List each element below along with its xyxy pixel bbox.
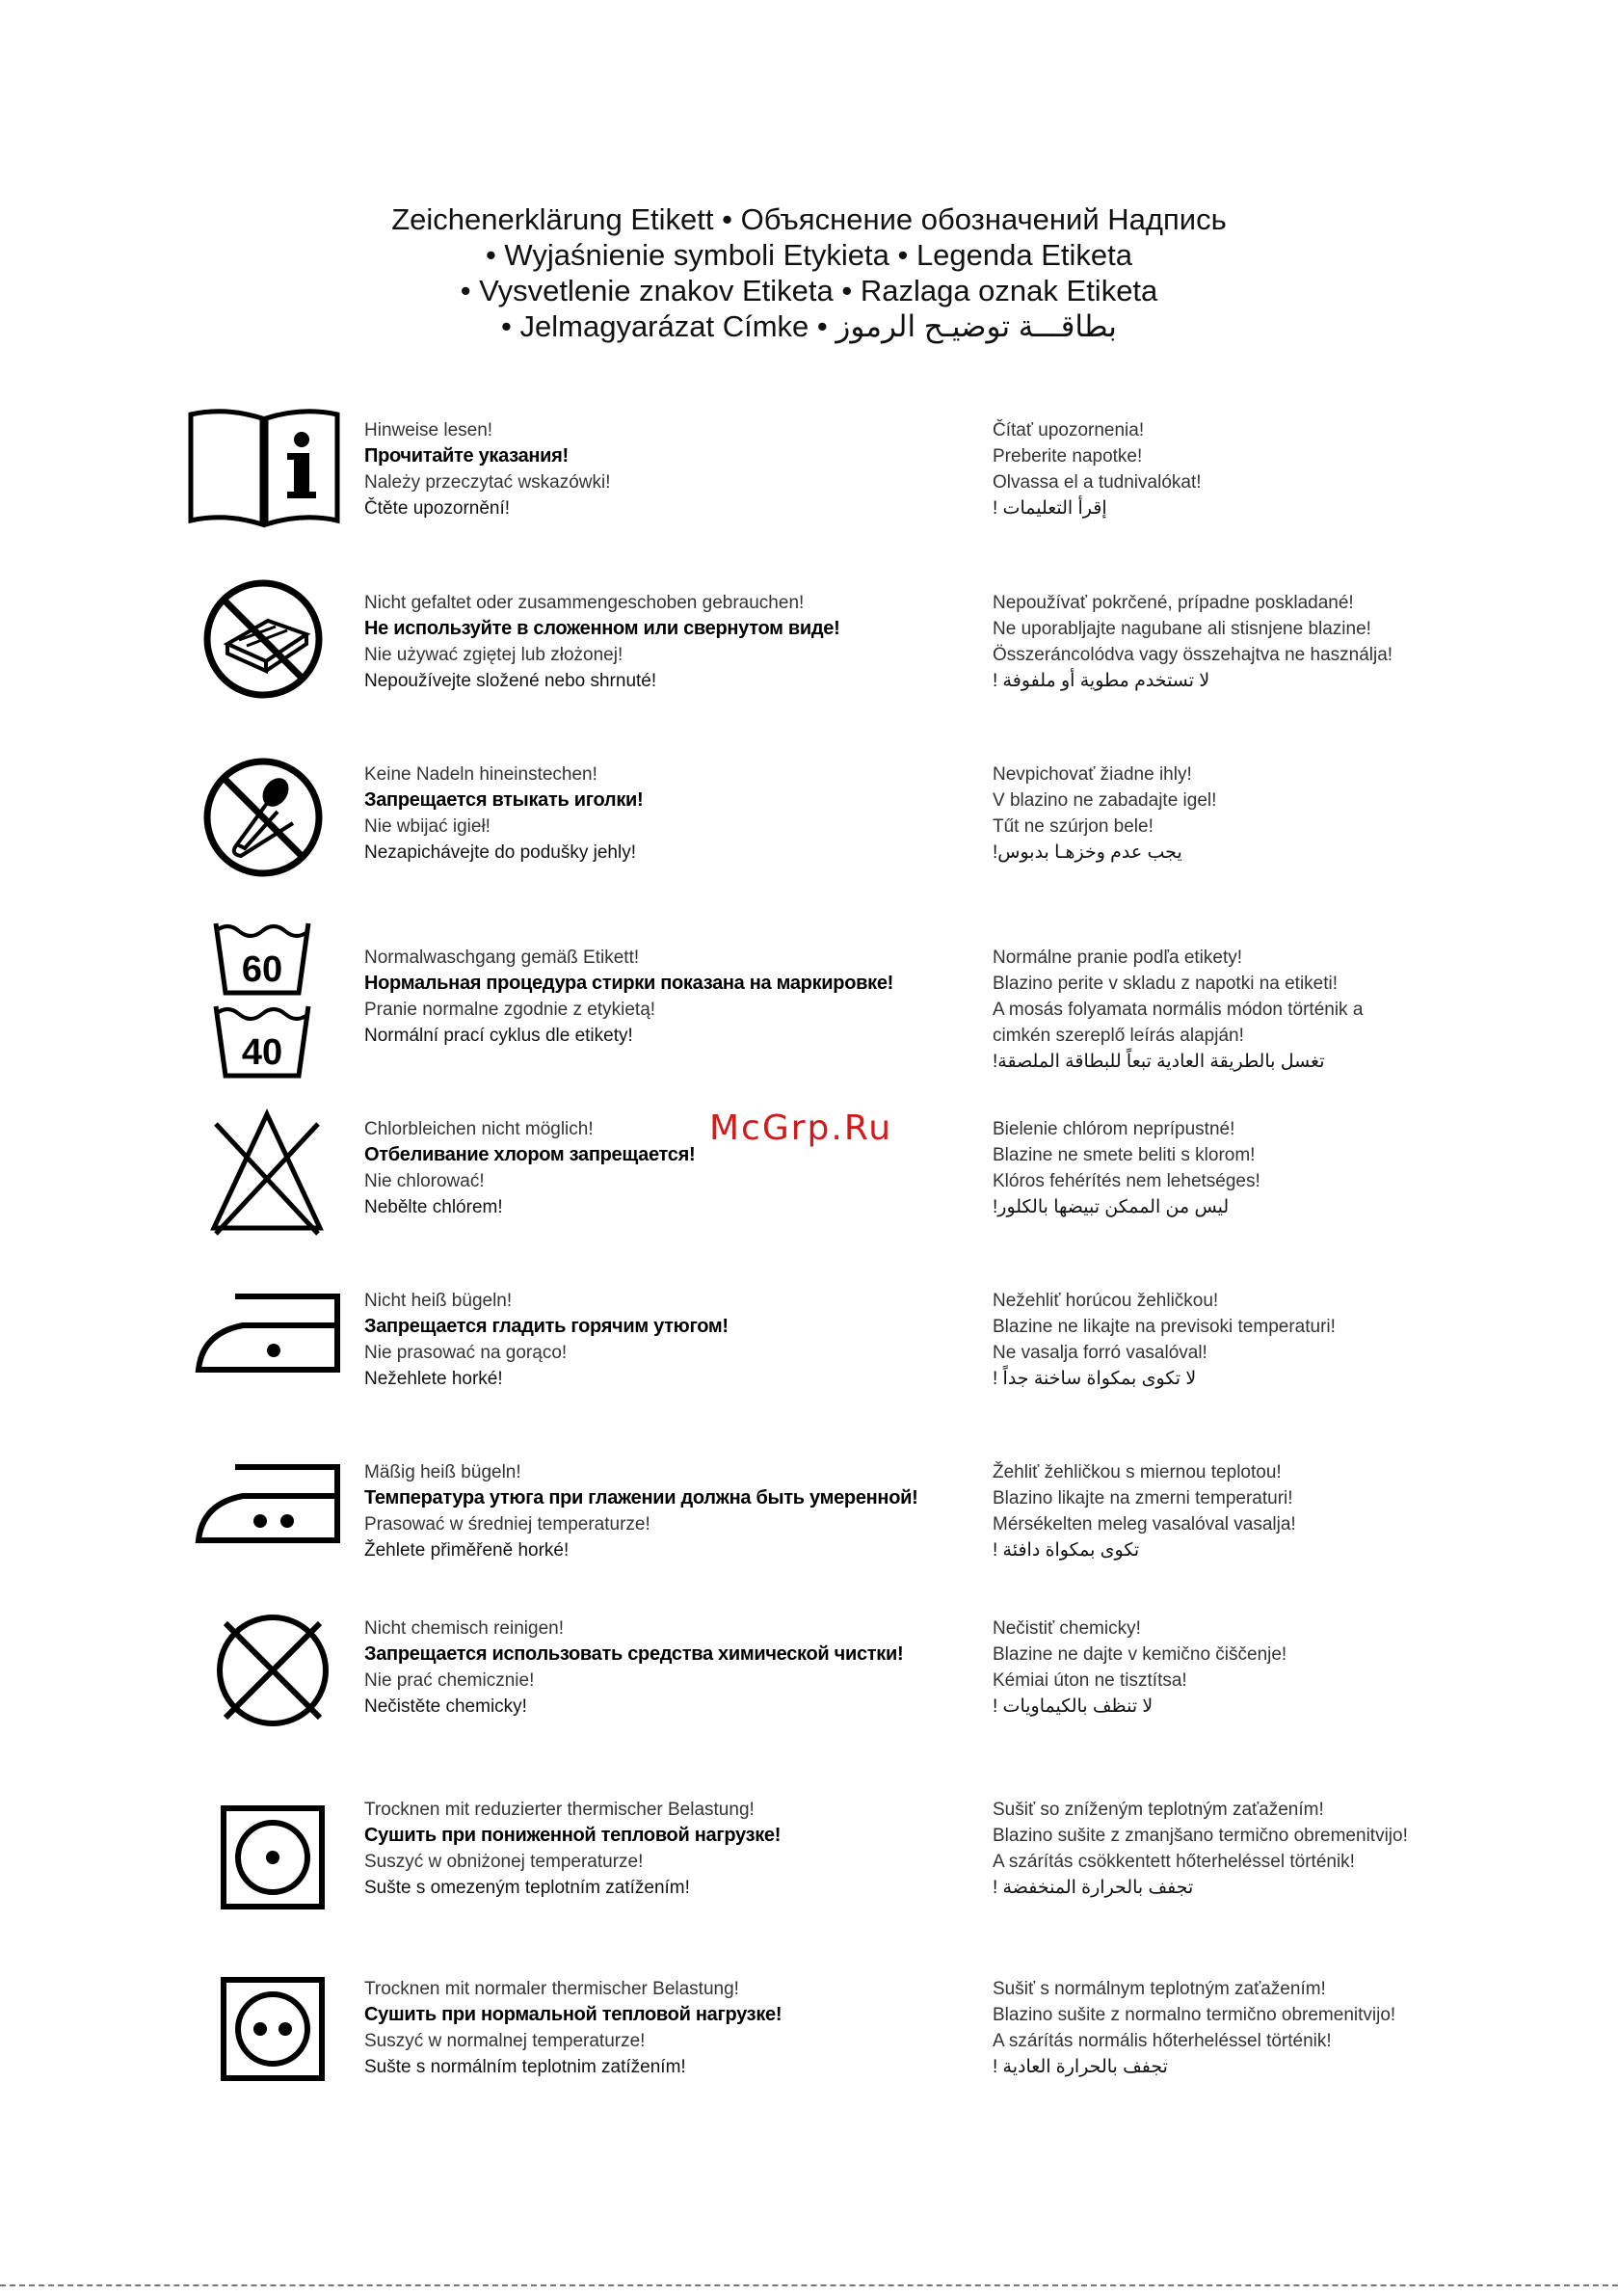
text-line: Отбеливание хлором запрещается! <box>364 1144 696 1165</box>
text-line: Blazine ne dajte v kemično čiščenje! <box>993 1644 1287 1665</box>
text-line: Bielenie chlórom neprípustné! <box>993 1119 1235 1139</box>
text-line: Nevpichovať žiadne ihly! <box>993 764 1192 785</box>
text-line: Tűt ne szúrjon bele! <box>993 816 1154 837</box>
text-line: Olvassa el a tudnivalókat! <box>993 472 1202 493</box>
item-7-right-text <box>993 1459 1296 1563</box>
text-line: Nie prać chemicznie! <box>364 1670 535 1691</box>
item-5-right-text <box>993 1116 1260 1220</box>
text-line: Nezapichávejte do podušky jehly! <box>364 842 637 863</box>
text-line: Ne vasalja forró vasalóval! <box>993 1343 1207 1363</box>
text-line: تجفف بالحرارة المنخفضة ! <box>993 1878 1194 1898</box>
item-2-right-text <box>993 590 1393 694</box>
text-line: A szárítás normális hőterheléssel történik! <box>993 2031 1332 2051</box>
text-line: Sušte s omezeným teplotním zatížením! <box>364 1878 690 1898</box>
item-2-left-text <box>364 590 839 694</box>
text-line: Normalwaschgang gemäß Etikett! <box>364 948 640 968</box>
text-line: Nečistěte chemicky! <box>364 1696 527 1717</box>
text-line: A mosás folyamata normális módon történik a <box>993 1000 1364 1020</box>
text-line: Čtěte upozornění! <box>364 498 511 519</box>
no-dry-clean-icon <box>212 1610 333 1731</box>
text-line: يجب عدم وخزهـا بدبوس! <box>993 842 1182 863</box>
text-line: Sušiť so zníženým teplotným zaťažením! <box>993 1800 1324 1820</box>
text-line: Запрещается гладить горячим утюгом! <box>364 1316 729 1337</box>
text-line: Blazino likajte na zmerni temperaturi! <box>993 1488 1293 1508</box>
page-title-line-4: • Jelmagyarázat Címke • بطاقـــة توضيـح الرموز <box>501 309 1117 343</box>
text-line: Normálne pranie podľa etikety! <box>993 948 1243 968</box>
text-line: تجفف بالحرارة العادية ! <box>993 2057 1168 2077</box>
text-line: Blazino sušite z normalno termično obremenitvijo! <box>993 2005 1396 2025</box>
text-line: لا تنظف بالكيماويات ! <box>993 1696 1154 1717</box>
text-line: Запрещается использовать средства химической чистки! <box>364 1643 904 1665</box>
text-line: Nepoužívať pokrčené, prípadne poskladané! <box>993 593 1354 613</box>
text-line: Sušte s normálním teplotnim zatížením! <box>364 2057 686 2077</box>
text-line: Не используйте в сложенном или свернутом виде! <box>364 618 840 639</box>
text-line: Chlorbleichen nicht möglich! <box>364 1119 594 1139</box>
text-line: Blazine ne likajte na previsoki temperaturi! <box>993 1317 1336 1337</box>
text-line: Suszyć w normalnej temperaturze! <box>364 2031 646 2051</box>
watermark: McGrp.Ru <box>709 1108 893 1148</box>
text-line: Сушить при нормальной тепловой нагрузке! <box>364 2004 782 2025</box>
text-line: Температура утюга при глажении должна быть умеренной! <box>364 1487 918 1508</box>
item-7-left-text <box>364 1459 917 1563</box>
text-line: Suszyć w obniżonej temperaturze! <box>364 1852 644 1872</box>
page-title-line-3: • Vysvetlenie znakov Etiketa • Razlaga oznak Etiketa <box>460 274 1158 307</box>
text-line: ليس من الممكن تبيضها بالكلور! <box>993 1197 1230 1217</box>
text-line: إقرأ التعليمات ! <box>993 498 1107 519</box>
text-line: Nežehlete horké! <box>364 1369 503 1389</box>
text-line: لا تكوى بمكواة ساخنة جداً ! <box>993 1369 1197 1389</box>
iron-one-dot-icon <box>193 1287 347 1378</box>
text-line: Hinweise lesen! <box>364 420 493 441</box>
item-9-left-text <box>364 1797 781 1901</box>
item-10-right-text <box>993 1976 1395 2080</box>
text-line: Normální prací cyklus dle etikety! <box>364 1026 633 1046</box>
text-line: V blazino ne zabadajte igel! <box>993 790 1217 811</box>
page-title-line-1: Zeichenerklärung Etikett • Объяснение обозначений Надпись <box>391 202 1227 236</box>
text-line: Nicht heiß bügeln! <box>364 1291 513 1311</box>
text-line: تكوى بمكواة دافئة ! <box>993 1540 1140 1561</box>
item-1-right-text <box>993 417 1202 521</box>
text-line: Nežehliť horúcou žehličkou! <box>993 1291 1219 1311</box>
text-line: Pranie normalne zgodnie z etykietą! <box>364 1000 656 1020</box>
text-line: Nebělte chlórem! <box>364 1197 503 1217</box>
tumble-dry-low-icon <box>220 1804 326 1910</box>
text-line: Prasować w średniej temperaturze! <box>364 1514 650 1535</box>
text-line: Mäßig heiß bügeln! <box>364 1462 521 1482</box>
text-line: Blazino perite v skladu z napotki na etiketi! <box>993 974 1339 994</box>
text-line: Nicht chemisch reinigen! <box>364 1618 564 1639</box>
text-line: Trocknen mit normaler thermischer Belastung! <box>364 1979 739 1999</box>
text-line: Sušiť s normálnym teplotným zaťažením! <box>993 1979 1326 1999</box>
text-line: Nie używać zgiętej lub złożonej! <box>364 645 623 665</box>
text-line: Összeráncolódva vagy összehajtva ne használja! <box>993 645 1393 665</box>
text-line: Kémiai úton ne tisztítsa! <box>993 1670 1187 1691</box>
text-line: A szárítás csökkentett hőterheléssel történik! <box>993 1852 1355 1872</box>
item-6-left-text <box>364 1288 729 1392</box>
wash-60-40-icon <box>212 914 313 1082</box>
text-line: Klóros fehérítés nem lehetséges! <box>993 1171 1260 1191</box>
text-line: Žehlete přiměřeně horké! <box>364 1540 570 1561</box>
text-line: Należy przeczytać wskazówki! <box>364 472 611 493</box>
text-line: Preberite napotke! <box>993 446 1143 467</box>
page-title-line-2: • Wyjaśnienie symboli Etykieta • Legenda Etiketa <box>485 238 1133 272</box>
wash-temp-bottom: 40 <box>241 1032 283 1073</box>
text-line: Сушить при пониженной тепловой нагрузке! <box>364 1825 782 1846</box>
text-line: Нормальная процедура стирки показана на маркировке! <box>364 973 894 994</box>
item-10-left-text <box>364 1976 782 2080</box>
text-line: Blazino sušite z zmanjšano termično obremenitvijo! <box>993 1826 1408 1846</box>
text-line: Žehliť žehličkou s miernou teplotou! <box>993 1462 1282 1482</box>
item-3-left-text <box>364 761 643 866</box>
item-1-left-text <box>364 417 611 521</box>
text-line: Ne uporabljajte nagubane ali stisnjene blazine! <box>993 619 1371 639</box>
text-line: Blazine ne smete beliti s klorom! <box>993 1145 1256 1165</box>
no-pins-icon <box>200 750 326 885</box>
text-line: Čítať upozornenia! <box>993 420 1145 441</box>
item-8-left-text <box>364 1615 903 1720</box>
text-line: Nečistiť chemicky! <box>993 1618 1141 1639</box>
text-line: Nie prasować na gorąco! <box>364 1343 568 1363</box>
text-line: Nepoužívejte složené nebo shrnuté! <box>364 671 657 691</box>
no-folded-icon <box>200 576 326 702</box>
text-line: Прочитайте указания! <box>364 445 569 467</box>
item-5-left-text <box>364 1116 695 1220</box>
iron-two-dots-icon <box>193 1457 347 1549</box>
item-4-right-text <box>993 945 1363 1075</box>
item-4-left-text <box>364 945 893 1049</box>
text-line: لا تستخدم مطوية أو ملفوفة ! <box>993 671 1210 691</box>
text-line: Trocknen mit reduzierter thermischer Belastung! <box>364 1800 755 1820</box>
text-line: Nie chlorować! <box>364 1171 485 1191</box>
item-3-right-text <box>993 761 1216 866</box>
text-line: Nicht gefaltet oder zusammengeschoben gebrauchen! <box>364 593 805 613</box>
text-line: Запрещается втыкать иголки! <box>364 789 644 811</box>
no-bleach-icon <box>206 1107 328 1238</box>
item-6-right-text <box>993 1288 1336 1392</box>
text-line: cimkén szereplő leírás alapján! <box>993 1026 1244 1046</box>
item-8-right-text <box>993 1615 1286 1720</box>
tumble-dry-normal-icon <box>220 1976 326 2082</box>
text-line: Keine Nadeln hineinstechen! <box>364 764 597 785</box>
text-line: Mérsékelten meleg vasalóval vasalja! <box>993 1514 1296 1535</box>
page-bottom-border <box>0 2284 1618 2286</box>
text-line: تغسل بالطريقة العادية تبعاً للبطاقة الملصقة! <box>993 1052 1325 1072</box>
text-line: Nie wbijać igieł! <box>364 816 491 837</box>
read-instructions-icon <box>187 405 341 530</box>
item-9-right-text <box>993 1797 1408 1901</box>
wash-temp-top: 60 <box>241 949 283 990</box>
